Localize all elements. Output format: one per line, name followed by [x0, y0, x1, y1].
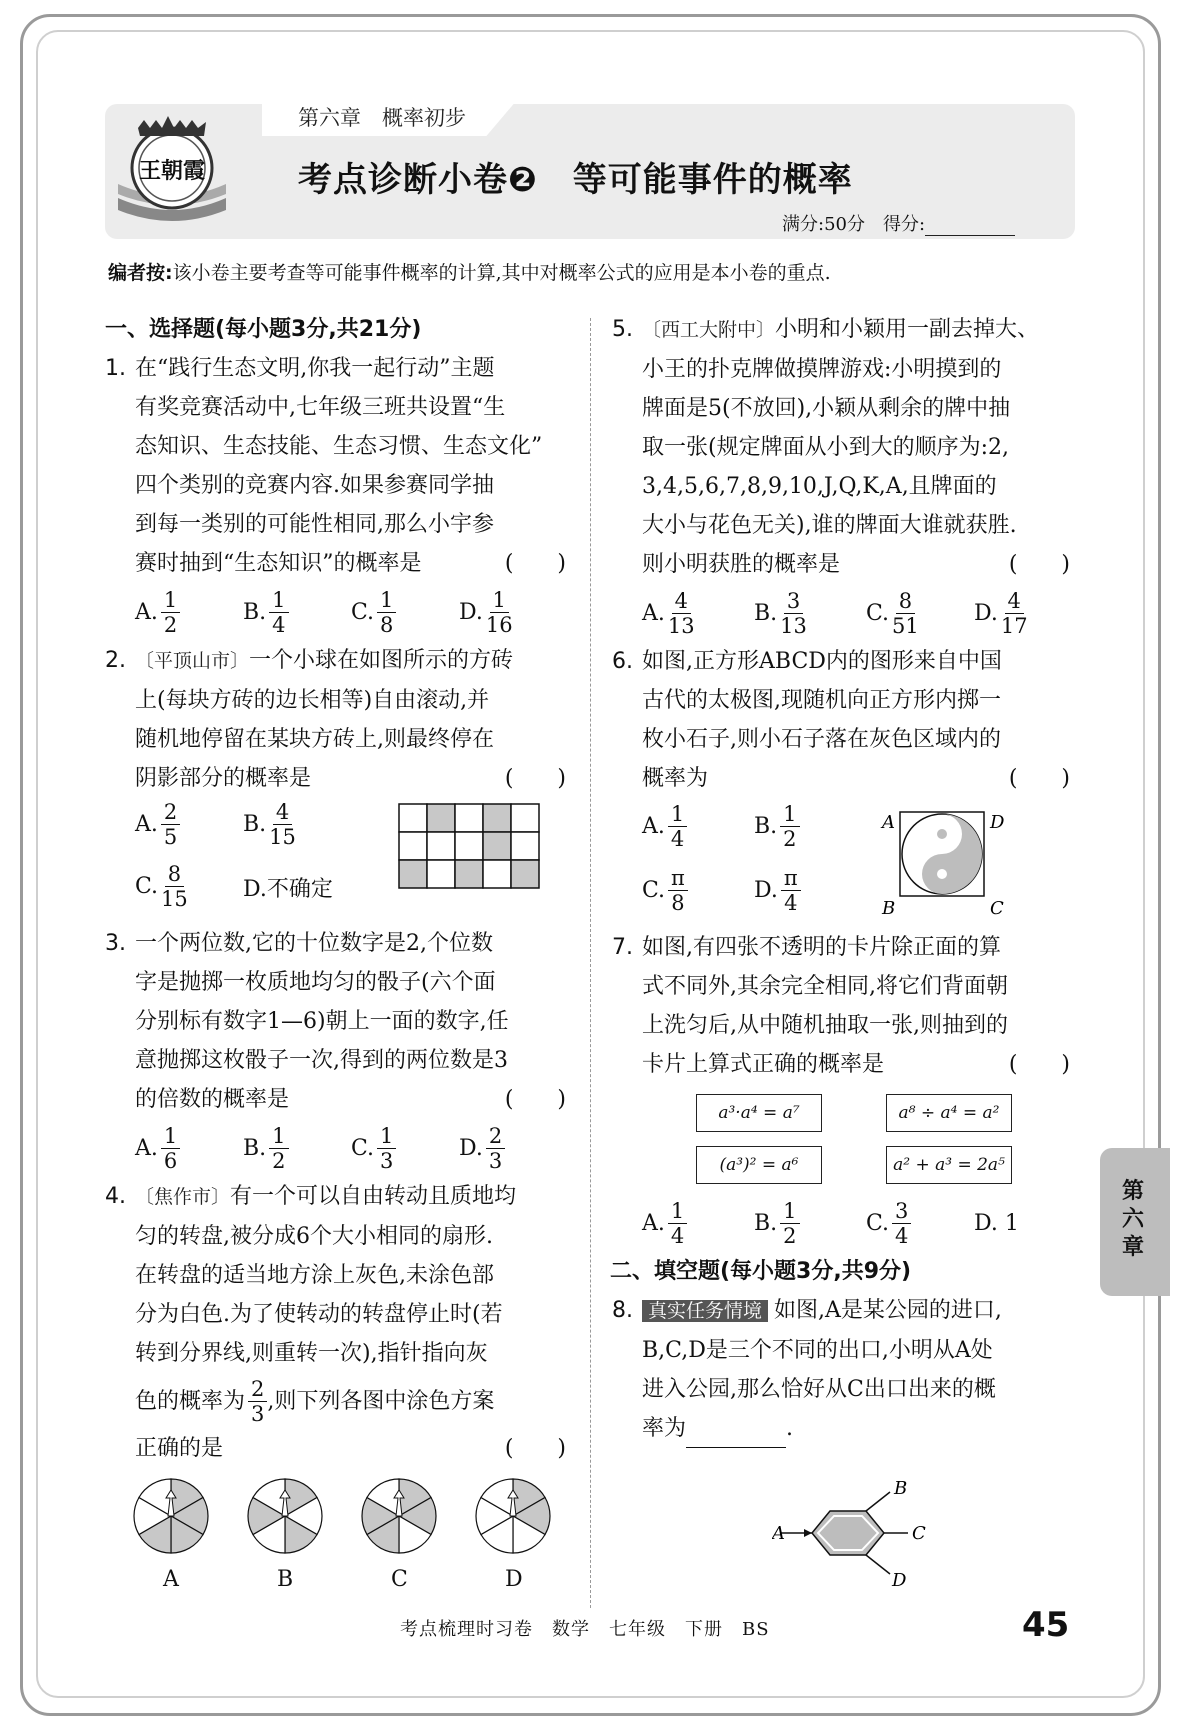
answer-paren[interactable]: ( )	[504, 766, 566, 791]
question-5	[612, 310, 1074, 642]
q6-line: 枚小石子,则小石子落在灰色区域内的	[642, 727, 1001, 752]
option-letter: B.	[243, 1135, 267, 1161]
spinner-a[interactable]	[131, 1476, 211, 1556]
numerator: 1	[377, 1124, 396, 1149]
corner-label-c: C	[990, 898, 1004, 919]
tile	[427, 832, 455, 860]
q8-line: B,C,D是三个不同的出口,小明从A处	[642, 1338, 993, 1363]
park-route-figure	[772, 1478, 932, 1588]
tile	[399, 832, 427, 860]
scenario-tag: 真实任务情境	[642, 1300, 768, 1322]
q5-line: 牌面是5(不放回),小颖从剩余的牌中抽	[642, 396, 1011, 421]
question-number: 5.	[612, 317, 633, 342]
fraction	[780, 1199, 799, 1248]
option-d[interactable]: D.不确定	[243, 877, 333, 902]
q2-line: 一个小球在如图所示的方砖	[249, 648, 514, 673]
option-letter: D.	[459, 599, 483, 625]
fraction	[161, 800, 180, 849]
question-number: 8.	[612, 1298, 633, 1323]
fraction	[377, 1124, 396, 1173]
numerator: 1	[490, 588, 509, 613]
spinner-figures	[131, 1468, 570, 1598]
denominator: 8	[671, 891, 685, 915]
option-a[interactable]	[642, 1199, 754, 1248]
option-b[interactable]	[754, 1199, 866, 1248]
option-letter: C.	[642, 878, 666, 903]
q2-options-area	[135, 798, 570, 924]
spinner-b[interactable]	[245, 1476, 325, 1556]
column-divider	[590, 318, 591, 1608]
fraction	[892, 1199, 911, 1248]
denominator: 3	[251, 1401, 265, 1426]
option-letter: D.	[754, 878, 778, 903]
question-number: 7.	[612, 935, 633, 960]
denominator: 17	[1000, 613, 1028, 638]
shaded-tile	[455, 860, 483, 888]
answer-paren[interactable]: ( )	[1008, 766, 1070, 791]
option-a[interactable]	[642, 589, 754, 638]
q4-line: 匀的转盘,被分成6个大小相同的扇形.	[135, 1224, 493, 1249]
denominator: 13	[667, 613, 695, 638]
q4-line: 色的概率为	[135, 1388, 246, 1414]
tile	[455, 804, 483, 832]
q1-options	[135, 583, 570, 641]
q8-line: 如图,A是某公园的进口,	[774, 1298, 1002, 1323]
fraction	[668, 802, 687, 851]
option-letter: B.	[754, 1210, 778, 1236]
corner-label-a: A	[882, 812, 895, 833]
fraction	[780, 802, 799, 851]
numerator: 4	[273, 800, 292, 825]
taiji-square-figure	[870, 798, 1010, 922]
option-b[interactable]	[243, 800, 296, 849]
denominator: 4	[670, 1223, 685, 1248]
denominator: 51	[892, 613, 919, 638]
q1-line: 赛时抽到“生态知识”的概率是	[135, 551, 422, 576]
q4-line: 在转盘的适当地方涂上灰色,未涂色部	[135, 1263, 494, 1288]
option-letter: A.	[642, 814, 665, 839]
q3-line: 字是抛掷一枚质地均匀的骰子(六个面	[135, 970, 496, 995]
formula-cards	[642, 1084, 1074, 1194]
corner-label-b: B	[882, 898, 896, 919]
q4-line: 转到分界线,则重转一次),指针指向灰	[135, 1341, 488, 1366]
tile-grid-figure	[397, 802, 547, 892]
q8-line-end: .	[786, 1416, 794, 1441]
point-label-c: C	[912, 1523, 926, 1544]
numerator: 1	[668, 802, 687, 827]
option-b[interactable]	[243, 1124, 351, 1173]
option-letter: B.	[243, 812, 267, 837]
option-a[interactable]	[135, 1124, 243, 1173]
denominator: 2	[272, 1148, 286, 1173]
option-a[interactable]	[135, 800, 180, 849]
option-letter: A.	[135, 599, 158, 625]
option-b[interactable]	[754, 589, 866, 638]
denominator: 2	[163, 612, 178, 637]
q2-line: 随机地停留在某块方砖上,则最终停在	[135, 727, 494, 752]
option-b[interactable]	[754, 802, 800, 851]
fraction	[781, 866, 801, 915]
q5-options	[642, 584, 1074, 642]
option-letter: C.	[866, 600, 890, 626]
numerator: 3	[892, 1199, 911, 1224]
numerator: 1	[377, 588, 396, 613]
option-letter: A.	[642, 1210, 665, 1236]
formula-card[interactable]: a⁸ ÷ a⁴ = a²	[886, 1094, 1012, 1132]
option-c[interactable]	[351, 1124, 459, 1173]
source-tag: 〔焦作市〕	[135, 1186, 231, 1208]
denominator: 15	[269, 825, 296, 849]
tile	[483, 860, 511, 888]
q3-options	[135, 1119, 570, 1177]
editor-note-text: 该小卷主要考查等可能事件概率的计算,其中对概率公式的应用是本小卷的重点.	[172, 262, 831, 284]
page-number: 45	[1022, 1605, 1070, 1645]
option-a[interactable]	[135, 588, 243, 637]
option-c[interactable]	[351, 588, 459, 637]
score-label: 满分:50分 得分:	[782, 214, 926, 235]
denominator: 2	[783, 827, 797, 851]
q3-line: 分别标有数字1—6)朝上一面的数字,任	[135, 1009, 509, 1034]
numerator: 8	[165, 862, 184, 887]
editor-note	[108, 258, 831, 285]
q1-line: 到每一类别的可能性相同,那么小宇参	[135, 512, 494, 537]
fraction	[161, 1124, 180, 1173]
option-d[interactable]	[974, 589, 1028, 638]
question-number: 6.	[612, 649, 633, 674]
numerator: 2	[161, 800, 180, 825]
denominator: 15	[161, 887, 188, 911]
question-number: 1.	[105, 356, 126, 381]
q7-options	[642, 1194, 1074, 1252]
numerator: 3	[784, 589, 803, 614]
question-number: 2.	[105, 648, 126, 673]
section-choice-title: 一、选择题(每小题3分,共21分)	[105, 317, 422, 342]
q1-line: 态知识、生态技能、生态习惯、生态文化”	[135, 434, 543, 459]
q8-line: 率为	[642, 1416, 687, 1441]
q3-line: 一个两位数,它的十位数字是2,个位数	[135, 931, 493, 956]
q5-line: 小王的扑克牌做摸牌游戏:小明摸到的	[642, 357, 1002, 382]
q7-line: 上洗匀后,从中随机抽取一张,则抽到的	[642, 1013, 1008, 1038]
score-blank[interactable]	[925, 217, 1015, 236]
answer-blank[interactable]	[686, 1425, 786, 1448]
q3-line: 意抛掷这枚骰子一次,得到的两位数是3	[135, 1048, 508, 1073]
denominator: 4	[784, 891, 798, 915]
fraction	[486, 1124, 505, 1173]
numerator: 8	[896, 589, 915, 614]
option-letter: C.	[351, 1135, 375, 1161]
denominator: 6	[163, 1148, 178, 1173]
option-d[interactable]: D. 1	[974, 1210, 1019, 1236]
question-7	[612, 928, 1074, 1252]
question-number: 3.	[105, 931, 126, 956]
numerator: 4	[672, 589, 691, 614]
option-letter: D.	[459, 1135, 483, 1161]
spinner-label: D	[505, 1567, 523, 1592]
numerator: 1	[269, 1124, 288, 1149]
numerator: 1	[161, 588, 180, 613]
numerator: 1	[780, 802, 799, 827]
q6-options-area	[642, 798, 1074, 928]
q5-line: 3,4,5,6,7,8,9,10,J,Q,K,A,且牌面的	[642, 474, 997, 499]
fraction	[377, 588, 396, 637]
q4-line: ,则下列各图中涂色方案	[267, 1388, 495, 1414]
q5-line: 小明和小颖用一副去掉大、	[775, 317, 1040, 342]
numerator: π	[668, 866, 688, 891]
option-letter: C.	[135, 874, 159, 899]
tile	[455, 832, 483, 860]
q2-line: 阴影部分的概率是	[135, 766, 312, 791]
question-3	[105, 924, 570, 1177]
shaded-tile	[399, 860, 427, 888]
q3-line: 的倍数的概率是	[135, 1087, 290, 1112]
point-label-d: D	[892, 1570, 907, 1588]
q1-line: 在“践行生态文明,你我一起行动”主题	[135, 356, 495, 381]
q8-line: 进入公园,那么恰好从C出口出来的概	[642, 1377, 996, 1402]
option-c[interactable]	[642, 866, 688, 915]
q5-line: 取一张(规定牌面从小到大的顺序为:2,	[642, 435, 1009, 460]
answer-paren[interactable]: ( )	[1008, 552, 1070, 577]
point-label-a: A	[772, 1523, 785, 1544]
publisher-logo	[108, 110, 236, 230]
q5-line: 则小明获胜的概率是	[642, 552, 841, 577]
option-a[interactable]	[642, 802, 687, 851]
fraction	[668, 1199, 687, 1248]
spinner-c[interactable]	[359, 1476, 439, 1556]
denominator: 13	[780, 613, 807, 638]
question-4	[105, 1177, 570, 1468]
denominator: 4	[670, 827, 685, 851]
spinner-label: C	[391, 1567, 408, 1592]
numerator: 1	[780, 1199, 799, 1224]
option-d[interactable]	[459, 588, 513, 637]
shaded-tile	[483, 804, 511, 832]
source-tag: 〔平顶山市〕	[135, 650, 250, 672]
q6-line: 概率为	[642, 766, 709, 791]
answer-paren[interactable]: ( )	[1008, 1052, 1070, 1077]
q2-line: 上(每块方砖的边长相等)自由滚动,并	[135, 688, 490, 713]
fraction	[1001, 589, 1028, 638]
fraction	[668, 866, 688, 915]
answer-paren[interactable]: ( )	[504, 1436, 566, 1461]
chapter-side-tab[interactable]	[1100, 1148, 1170, 1296]
option-letter: A.	[135, 1135, 158, 1161]
q4-line: 正确的是	[135, 1436, 224, 1461]
fraction	[668, 589, 695, 638]
answer-paren[interactable]: ( )	[504, 1087, 566, 1112]
question-number: 4.	[105, 1184, 126, 1209]
option-letter: A.	[135, 812, 158, 837]
editor-note-label: 编者按:	[108, 262, 173, 284]
q6-line: 如图,正方形ABCD内的图形来自中国	[642, 649, 1002, 674]
chapter-label: 第六章 概率初步	[298, 106, 466, 130]
page-title: 考点诊断小卷❷ 等可能事件的概率	[298, 160, 853, 200]
fraction	[248, 1377, 267, 1426]
numerator: 4	[1005, 589, 1024, 614]
q7-line: 如图,有四张不透明的卡片除正面的算	[642, 935, 1001, 960]
numerator: 1	[161, 1124, 180, 1149]
spinner-label: A	[163, 1567, 179, 1592]
fraction	[161, 862, 188, 911]
question-8	[612, 1291, 1074, 1448]
fraction	[780, 589, 807, 638]
fraction	[269, 1124, 288, 1173]
option-c[interactable]	[135, 862, 188, 911]
option-letter: B.	[754, 814, 778, 839]
formula-card[interactable]: a³·a⁴ = a⁷	[696, 1094, 822, 1132]
q5-line: 大小与花色无关),谁的牌面大谁就获胜.	[642, 513, 1017, 538]
q7-line: 卡片上算式正确的概率是	[642, 1052, 885, 1077]
logo-text: 王朝霞	[138, 158, 206, 184]
fraction	[486, 588, 513, 637]
question-6	[612, 642, 1074, 928]
denominator: 8	[380, 612, 394, 637]
corner-label-d: D	[990, 812, 1005, 833]
footer-text: 考点梳理时习卷 数学 七年级 下册 BS	[400, 1619, 770, 1640]
numerator: 2	[486, 1124, 505, 1149]
option-letter: C.	[351, 599, 375, 625]
fraction	[892, 589, 919, 638]
right-column	[610, 310, 1074, 1588]
tile	[427, 860, 455, 888]
q4-line: 有一个可以自由转动且质地均	[230, 1184, 517, 1209]
section-fill-title: 二、填空题(每小题3分,共9分)	[610, 1259, 912, 1284]
shaded-tile	[427, 804, 455, 832]
score-line	[782, 210, 1015, 236]
denominator: 5	[163, 825, 178, 849]
option-letter: B.	[243, 599, 267, 625]
left-column	[105, 310, 570, 1598]
option-b[interactable]	[243, 588, 351, 637]
q6-line: 古代的太极图,现随机向正方形内掷一	[642, 688, 1001, 713]
option-c[interactable]	[866, 1199, 974, 1248]
question-1	[105, 349, 570, 641]
source-tag: 〔西工大附中〕	[642, 319, 776, 341]
answer-paren[interactable]: ( )	[504, 551, 566, 576]
fraction	[161, 588, 180, 637]
spinner-label: B	[277, 1567, 294, 1592]
denominator: 4	[895, 1223, 909, 1248]
numerator: π	[781, 866, 801, 891]
q4-line: 分为白色.为了使转动的转盘停止时(若	[135, 1302, 503, 1327]
point-label-b: B	[894, 1478, 908, 1499]
denominator: 3	[380, 1148, 394, 1173]
shaded-tile	[483, 832, 511, 860]
option-d[interactable]	[754, 866, 801, 915]
q1-line: 有奖竞赛活动中,七年级三班共设置“生	[135, 395, 506, 420]
fraction	[269, 800, 296, 849]
shaded-tile	[511, 860, 539, 888]
option-d[interactable]	[459, 1124, 505, 1173]
denominator: 2	[783, 1223, 797, 1248]
formula-card[interactable]: a² + a³ = 2a⁵	[886, 1146, 1012, 1184]
formula-card[interactable]: (a³)² = a⁶	[696, 1146, 822, 1184]
denominator: 3	[488, 1148, 503, 1173]
option-letter: D.	[974, 600, 998, 626]
numerator: 2	[248, 1377, 267, 1402]
fraction	[269, 588, 288, 637]
option-letter: C.	[866, 1210, 890, 1236]
spinner-d[interactable]	[473, 1476, 553, 1556]
option-letter: A.	[642, 600, 665, 626]
option-letter: B.	[754, 600, 778, 626]
side-tab-label: 第六章	[1122, 1179, 1145, 1260]
numerator: 1	[668, 1199, 687, 1224]
tile	[511, 832, 539, 860]
denominator: 16	[485, 612, 513, 637]
tile	[399, 804, 427, 832]
tile	[511, 804, 539, 832]
numerator: 1	[269, 588, 288, 613]
option-c[interactable]	[866, 589, 974, 638]
denominator: 4	[272, 612, 286, 637]
q7-line: 式不同外,其余完全相同,将它们背面朝	[642, 974, 1008, 999]
q1-line: 四个类别的竞赛内容.如果参赛同学抽	[135, 473, 494, 498]
question-2	[105, 641, 570, 924]
